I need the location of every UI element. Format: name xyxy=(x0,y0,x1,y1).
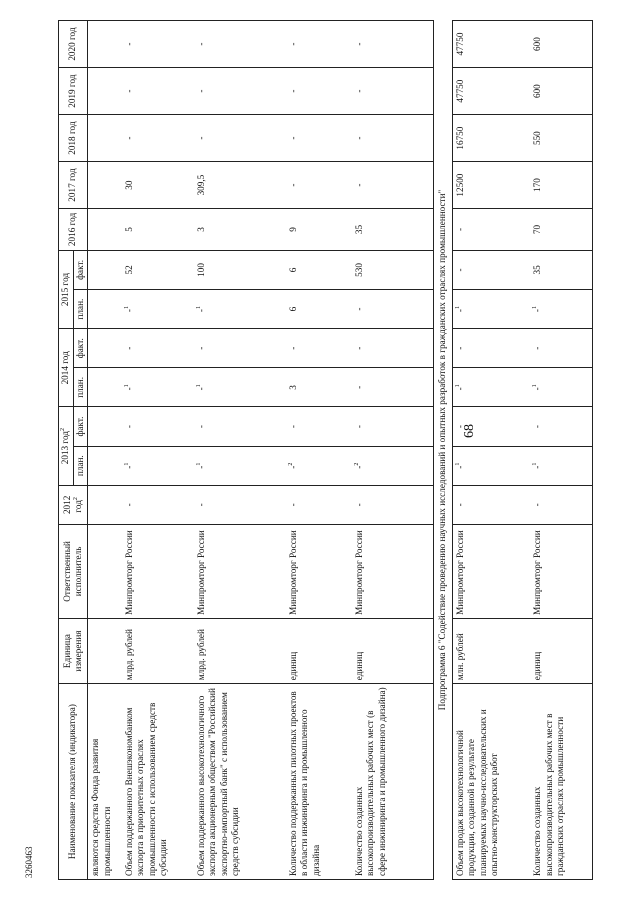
value-2014-fact-text: - xyxy=(287,346,298,350)
indicator-name xyxy=(122,684,194,880)
page-number-text: 68 xyxy=(462,424,477,438)
value-2017-text: - xyxy=(287,183,298,187)
executor-cell-text: Минпромторг России xyxy=(287,530,298,615)
value-2017 xyxy=(286,162,352,209)
value-2017 xyxy=(352,162,434,209)
value-2014-fact-text: - xyxy=(532,346,542,350)
table-row xyxy=(530,21,592,880)
unit-cell xyxy=(194,618,286,683)
value-2013-plan xyxy=(352,446,434,485)
executor-cell-text: Минпромторг России xyxy=(532,530,542,615)
value-2016 xyxy=(88,209,122,251)
table-row xyxy=(194,21,286,880)
value-2014-plan-footnote: 1 xyxy=(195,384,202,388)
value-2019-text: - xyxy=(123,89,134,93)
value-2013-plan xyxy=(452,446,530,485)
value-2016 xyxy=(286,209,352,251)
value-2014-plan-text: - xyxy=(454,387,465,391)
value-2014-plan-text: - xyxy=(532,387,542,391)
value-2020-text: 600 xyxy=(532,37,542,51)
value-2016 xyxy=(530,209,592,251)
value-2020 xyxy=(286,21,352,68)
indicator-name-text: Количество созданных высокопроизводительных рабочих мест (в сфере инжиниринга и промышленного дизайна) xyxy=(353,687,387,876)
value-2018 xyxy=(530,115,592,162)
value-2014-fact-text: - xyxy=(195,346,206,350)
value-2019 xyxy=(122,68,194,115)
executor-cell xyxy=(352,524,434,618)
table-row xyxy=(352,21,434,880)
header-2013 xyxy=(59,407,74,485)
value-2014-fact xyxy=(194,329,286,368)
indicator-name xyxy=(352,684,434,880)
executor-cell xyxy=(530,524,592,618)
value-2015-fact-text: 52 xyxy=(123,265,134,275)
value-2020 xyxy=(88,21,122,68)
value-2015-plan xyxy=(122,290,194,329)
value-2015-plan xyxy=(530,290,592,329)
value-2015-fact xyxy=(122,250,194,289)
value-2014-plan xyxy=(194,368,286,407)
header-2015: 2015 год xyxy=(59,250,74,328)
value-2017-text: 30 xyxy=(123,180,134,190)
value-2018-text: 16750 xyxy=(454,126,465,150)
indicator-name xyxy=(452,684,530,880)
value-2013-plan-footnote: 1 xyxy=(454,462,461,466)
header-2013-text: 2013 год xyxy=(60,431,70,465)
value-2017 xyxy=(122,162,194,209)
value-2014-fact xyxy=(530,329,592,368)
value-2013-fact xyxy=(352,407,434,446)
value-2016-text: 3 xyxy=(195,227,206,232)
value-2014-plan-footnote: 1 xyxy=(531,384,538,388)
value-2012 xyxy=(194,485,286,524)
header-row-1 xyxy=(59,21,74,880)
value-2014-plan xyxy=(88,368,122,407)
value-2019-text: - xyxy=(195,89,206,93)
value-2015-fact xyxy=(530,250,592,289)
value-2015-fact xyxy=(452,250,530,289)
value-2018-text: - xyxy=(353,136,364,140)
value-2014-plan-footnote: 1 xyxy=(454,384,461,388)
header-2020: 2020 год xyxy=(59,21,88,68)
unit-cell-text: млн. рублей xyxy=(454,633,465,681)
value-2013-plan-footnote: 2 xyxy=(353,462,360,466)
value-2015-plan-text: - xyxy=(353,307,364,311)
value-2018 xyxy=(352,115,434,162)
header-2018: 2018 год xyxy=(59,115,88,162)
value-2013-plan-text: - xyxy=(353,465,364,469)
section-header xyxy=(434,21,453,880)
table-body-1 xyxy=(88,21,434,880)
value-2017-text: 170 xyxy=(532,178,542,192)
value-2013-fact-text: - xyxy=(532,425,542,429)
value-2014-plan xyxy=(352,368,434,407)
value-2014-plan-text: 3 xyxy=(287,385,298,390)
document-code-text: 3260463 xyxy=(24,846,34,878)
unit-cell-text: млрд. рублей xyxy=(195,629,206,681)
header-2013-fact: факт. xyxy=(73,407,88,446)
value-2016-text: 9 xyxy=(287,227,298,232)
value-2013-fact-text: - xyxy=(353,425,364,429)
value-2019 xyxy=(530,68,592,115)
value-2014-fact xyxy=(352,329,434,368)
value-2020-text: - xyxy=(353,42,364,46)
header-2014-plan: план. xyxy=(73,368,88,407)
value-2020 xyxy=(194,21,286,68)
value-2014-fact-text: - xyxy=(353,346,364,350)
header-executor: Ответственный исполнитель xyxy=(59,524,88,618)
value-2015-fact xyxy=(88,250,122,289)
header-2017: 2017 год xyxy=(59,162,88,209)
value-2020 xyxy=(352,21,434,68)
value-2016 xyxy=(352,209,434,251)
value-2018 xyxy=(194,115,286,162)
value-2015-plan xyxy=(452,290,530,329)
value-2013-fact xyxy=(88,407,122,446)
value-2012 xyxy=(88,485,122,524)
unit-cell xyxy=(88,618,122,683)
value-2015-fact xyxy=(286,250,352,289)
value-2017-text: 309,5 xyxy=(195,174,206,196)
value-2014-plan-text: - xyxy=(195,387,206,391)
value-2015-plan xyxy=(352,290,434,329)
indicator-name-text: Объем поддержанного Внешэкономбанком экспорта в приоритетных отраслях промышленности с использованием средств субсидии xyxy=(123,702,168,876)
value-2015-plan-footnote: 1 xyxy=(454,306,461,310)
value-2020-text: - xyxy=(123,42,134,46)
value-2013-plan-text: - xyxy=(123,465,134,469)
value-2013-fact-text: - xyxy=(454,425,465,429)
header-2019: 2019 год xyxy=(59,68,88,115)
indicator-name xyxy=(194,684,286,880)
value-2020-text: 47750 xyxy=(454,32,465,56)
header-2013-sup: 2 xyxy=(59,428,66,432)
value-2013-fact xyxy=(452,407,530,446)
value-2015-plan-text: - xyxy=(532,309,542,313)
header-2013-plan: план. xyxy=(73,446,88,485)
value-2012 xyxy=(286,485,352,524)
value-2013-plan-footnote: 1 xyxy=(123,462,130,466)
value-2012 xyxy=(352,485,434,524)
indicator-name xyxy=(286,684,352,880)
value-2015-fact xyxy=(194,250,286,289)
header-2012-text: 2012 год xyxy=(61,495,83,515)
value-2013-fact xyxy=(122,407,194,446)
table-row xyxy=(88,21,122,880)
value-2019 xyxy=(286,68,352,115)
value-2017 xyxy=(452,162,530,209)
value-2012 xyxy=(530,485,592,524)
value-2016 xyxy=(194,209,286,251)
value-2013-plan-text: - xyxy=(287,465,298,469)
value-2013-fact-text: - xyxy=(123,425,134,429)
value-2018-text: - xyxy=(123,136,134,140)
value-2014-plan xyxy=(286,368,352,407)
unit-cell xyxy=(122,618,194,683)
value-2018 xyxy=(452,115,530,162)
value-2014-plan-footnote: 1 xyxy=(123,384,130,388)
value-2015-plan-text: - xyxy=(195,309,206,313)
value-2014-fact xyxy=(88,329,122,368)
executor-cell-text: Минпромторг России xyxy=(454,530,465,615)
value-2018-text: - xyxy=(195,136,206,140)
value-2020 xyxy=(122,21,194,68)
indicator-name-text: являются средства Фонда развития промышленности xyxy=(90,738,112,876)
value-2016 xyxy=(452,209,530,251)
indicator-name-text: Объем поддержанного высокотехнологичного экспорта акционерным обществом "Российский экспортно-импортный банк" с использованием средств субсидии xyxy=(195,688,240,876)
header-2012 xyxy=(59,485,88,524)
value-2013-fact xyxy=(194,407,286,446)
table-body-2 xyxy=(452,21,592,880)
value-2017-text: 12500 xyxy=(454,173,465,197)
executor-cell-text: Минпромторг России xyxy=(195,530,206,615)
unit-cell xyxy=(452,618,530,683)
value-2018 xyxy=(286,115,352,162)
value-2015-plan-footnote: 1 xyxy=(531,306,538,310)
executor-cell xyxy=(452,524,530,618)
value-2017 xyxy=(194,162,286,209)
value-2019 xyxy=(452,68,530,115)
header-unit: Единица измерения xyxy=(59,618,88,683)
value-2016-text: 5 xyxy=(123,227,134,232)
value-2014-fact xyxy=(286,329,352,368)
value-2013-fact-text: - xyxy=(195,425,206,429)
value-2014-fact-text: - xyxy=(454,346,465,350)
value-2015-plan-text: - xyxy=(454,309,465,313)
table-row xyxy=(286,21,352,880)
value-2015-fact-text: 100 xyxy=(195,263,206,277)
value-2015-plan-text: 6 xyxy=(287,306,298,312)
unit-cell-text: единиц xyxy=(287,651,298,681)
value-2014-plan-text: - xyxy=(123,387,134,391)
indicator-name-text: Количество созданных высокопроизводительных рабочих мест в гражданских отраслях промышленности xyxy=(532,713,565,876)
value-2015-fact-text: 6 xyxy=(287,267,298,273)
value-2014-plan xyxy=(122,368,194,407)
value-2018 xyxy=(122,115,194,162)
value-2013-plan xyxy=(286,446,352,485)
value-2015-plan xyxy=(194,290,286,329)
indicator-name-text: Количество поддержанных пилотных проектов в области инжиниринга и промышленного дизайна xyxy=(287,691,321,876)
unit-cell xyxy=(530,618,592,683)
value-2012-text: - xyxy=(123,503,134,507)
value-2014-fact xyxy=(452,329,530,368)
table-row xyxy=(122,21,194,880)
unit-cell xyxy=(352,618,434,683)
unit-cell-text: единиц xyxy=(353,651,364,681)
value-2019 xyxy=(194,68,286,115)
header-2015-fact: факт. xyxy=(73,250,88,289)
header-indicator: Наименование показателя (индикатора) xyxy=(59,684,88,880)
value-2019-text: 600 xyxy=(532,84,542,99)
value-2016 xyxy=(122,209,194,251)
header-2014-fact: факт. xyxy=(73,329,88,368)
value-2012-text: - xyxy=(353,503,364,507)
value-2016-text: 35 xyxy=(353,224,364,235)
executor-cell xyxy=(286,524,352,618)
value-2015-plan xyxy=(88,290,122,329)
value-2018-text: - xyxy=(287,136,298,140)
value-2020-text: - xyxy=(195,42,206,46)
value-2016-text: - xyxy=(454,227,465,231)
value-2020-text: - xyxy=(287,42,298,46)
value-2017-text: - xyxy=(353,183,364,187)
value-2015-plan-text: - xyxy=(123,309,134,313)
value-2017 xyxy=(530,162,592,209)
value-2019-text: - xyxy=(353,89,364,93)
value-2012 xyxy=(452,485,530,524)
value-2013-fact xyxy=(286,407,352,446)
value-2015-plan xyxy=(286,290,352,329)
value-2019-text: - xyxy=(287,89,298,93)
value-2013-plan xyxy=(122,446,194,485)
value-2014-plan xyxy=(530,368,592,407)
value-2014-fact-text: - xyxy=(123,346,134,350)
value-2015-fact xyxy=(352,250,434,289)
value-2014-plan-text: - xyxy=(353,385,364,389)
value-2015-plan-footnote: 1 xyxy=(123,306,130,310)
value-2014-plan xyxy=(452,368,530,407)
unit-cell-text: единиц xyxy=(532,651,542,681)
value-2015-fact-text: - xyxy=(454,268,465,272)
value-2012-text: - xyxy=(287,503,298,507)
value-2013-plan xyxy=(194,446,286,485)
value-2013-fact xyxy=(530,407,592,446)
value-2020 xyxy=(530,21,592,68)
executor-cell xyxy=(88,524,122,618)
header-2012-sup: 2 xyxy=(72,497,79,501)
value-2019 xyxy=(352,68,434,115)
value-2015-fact-text: 530 xyxy=(353,263,364,277)
value-2019 xyxy=(88,68,122,115)
unit-cell xyxy=(286,618,352,683)
value-2013-plan-footnote: 1 xyxy=(531,462,538,466)
value-2013-plan-text: - xyxy=(532,465,542,469)
rotated-table-container xyxy=(58,0,608,880)
value-2017 xyxy=(88,162,122,209)
value-2012-text: - xyxy=(454,503,465,507)
value-2013-plan-footnote: 1 xyxy=(195,462,202,466)
value-2013-plan xyxy=(88,446,122,485)
value-2015-fact-text: 35 xyxy=(532,265,542,275)
indicator-name xyxy=(530,684,592,880)
value-2012-text: - xyxy=(532,503,542,507)
indicator-name-text: Объем продаж высокотехнологичной продукции, созданной в результате планируемых научно-исследовательских и опытно-конструкторских работ xyxy=(454,709,499,876)
executor-cell-text: Минпромторг России xyxy=(353,530,364,615)
executor-cell-text: Минпромторг России xyxy=(123,530,134,615)
section-title: Подпрограмма 6 "Содействие проведению научных исследований и опытных разработок в гражданских отраслях промышленности" xyxy=(434,21,453,880)
indicator-name xyxy=(88,684,122,880)
section-row xyxy=(434,21,453,880)
executor-cell xyxy=(194,524,286,618)
value-2012 xyxy=(122,485,194,524)
table-row xyxy=(452,21,530,880)
value-2013-plan-text: - xyxy=(195,465,206,469)
header-2014: 2014 год xyxy=(59,329,74,407)
header-2016: 2016 год xyxy=(59,209,88,251)
value-2019-text: 47750 xyxy=(454,79,465,103)
value-2013-fact-text: - xyxy=(287,425,298,429)
header-2015-plan: план. xyxy=(73,290,88,329)
executor-cell xyxy=(122,524,194,618)
indicators-table xyxy=(58,20,593,880)
value-2012-text: - xyxy=(195,503,206,507)
value-2018-text: 550 xyxy=(532,131,542,145)
document-code xyxy=(24,847,34,879)
value-2014-fact xyxy=(122,329,194,368)
value-2013-plan-footnote: 2 xyxy=(287,462,294,466)
value-2013-plan-text: - xyxy=(454,465,465,469)
value-2015-plan-footnote: 1 xyxy=(195,306,202,310)
unit-cell-text: млрд. рублей xyxy=(123,629,134,681)
value-2016-text: 70 xyxy=(532,224,542,235)
value-2013-plan xyxy=(530,446,592,485)
value-2020 xyxy=(452,21,530,68)
value-2018 xyxy=(88,115,122,162)
